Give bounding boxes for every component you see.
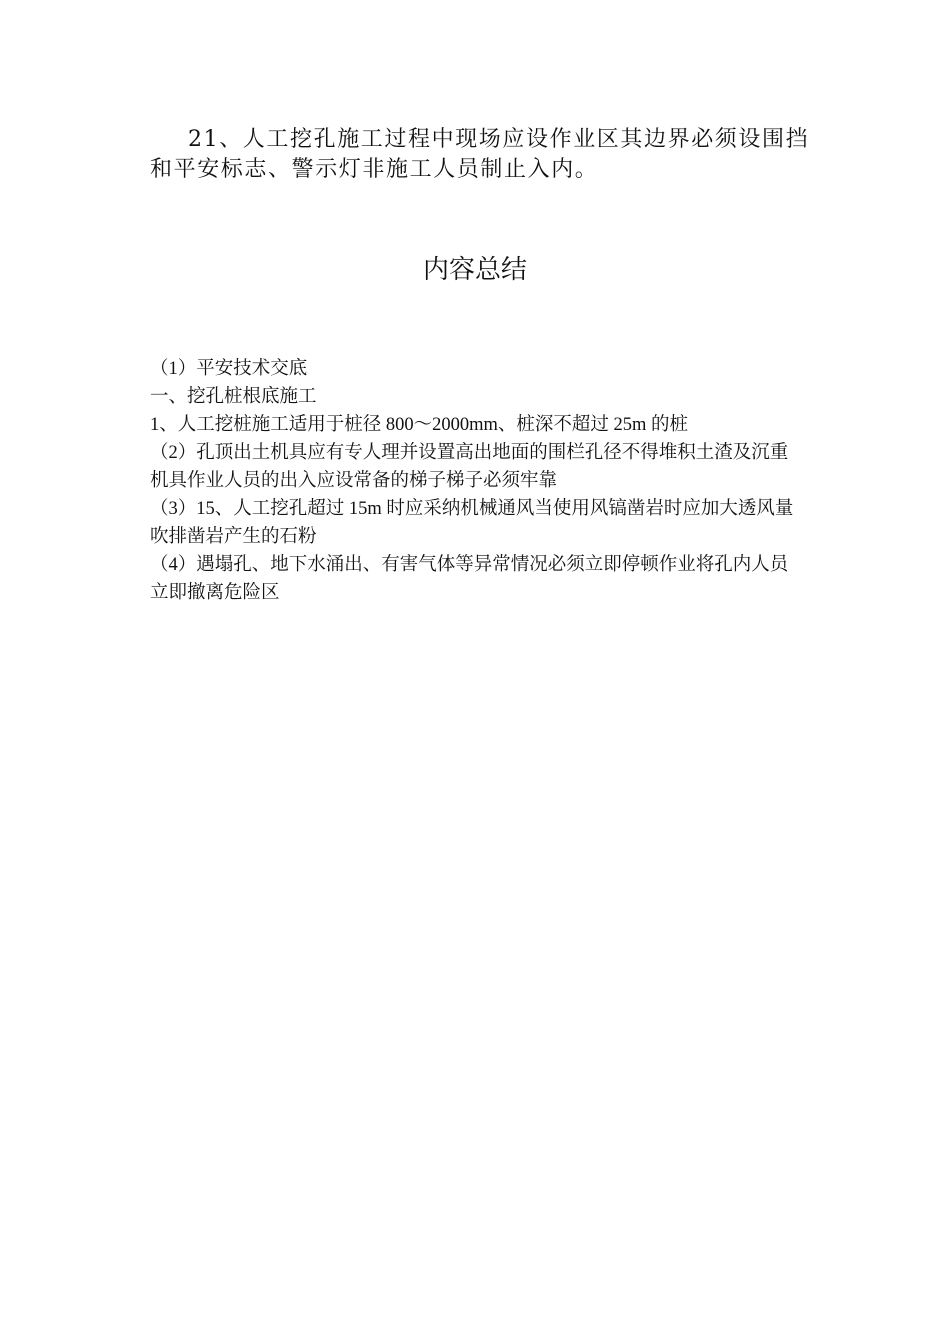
summary-line: （3）15、人工挖孔超过 15m 时应采纳机械通风当使用风镐凿岩时应加大透风量吹排凿岩产生的石粉	[150, 499, 794, 547]
summary-line: （1）平安技术交底	[150, 359, 308, 379]
intro-text: 21、人工挖孔施工过程中现场应设作业区其边界必须设围挡和平安标志、警示灯非施工人员制止入内。	[150, 127, 810, 182]
summary-line: 一、挖孔桩根底施工	[150, 387, 317, 407]
summary-list	[150, 355, 800, 607]
summary-line: （4）遇塌孔、地下水涌出、有害气体等异常情况必须立即停顿作业将孔内人员立即撤离危险区	[150, 555, 789, 603]
summary-line: 1、人工挖桩施工适用于桩径 800～2000mm、桩深不超过 25m 的桩	[150, 415, 689, 435]
summary-title: 内容总结	[422, 255, 527, 285]
intro-paragraph	[150, 125, 810, 185]
summary-line: （2）孔顶出土机具应有专人理并设置高出地面的围栏孔径不得堆积土渣及沉重机具作业人员的出入应设常备的梯子梯子必须牢靠	[150, 443, 789, 491]
